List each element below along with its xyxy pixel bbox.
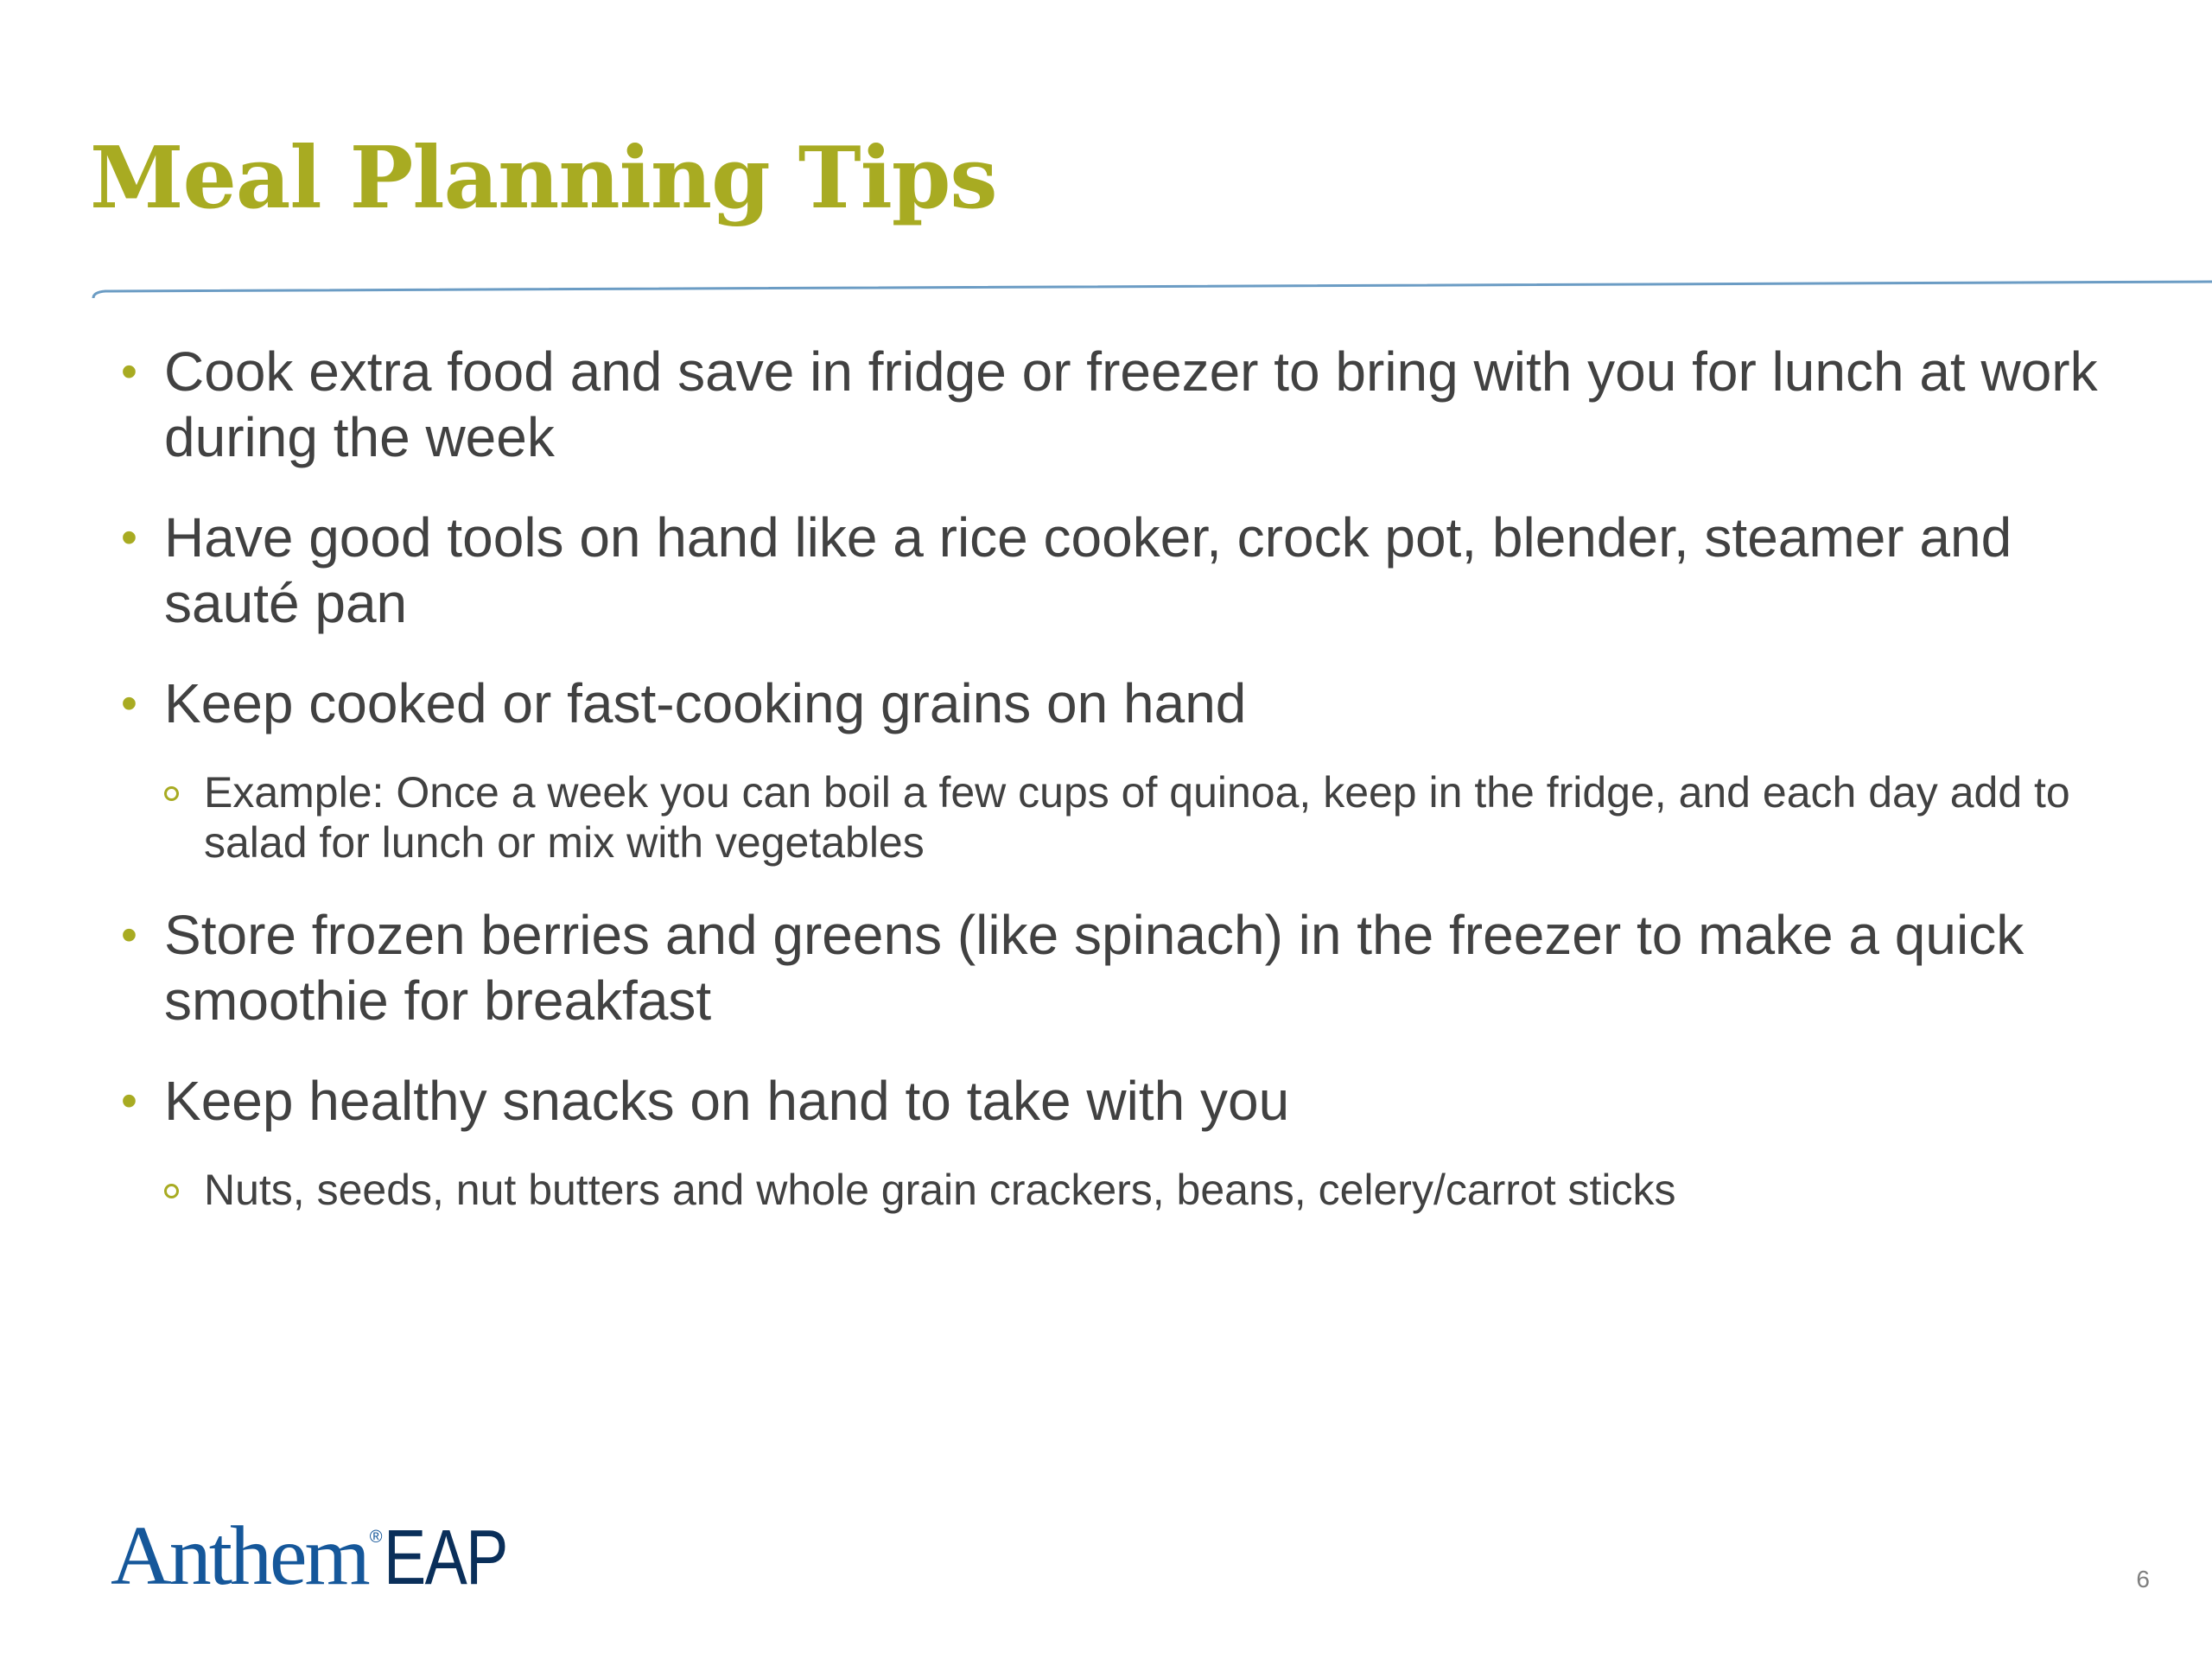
bullet-dot-icon: •: [121, 909, 137, 961]
page-number: 6: [2136, 1566, 2150, 1592]
logo-brand-text: Anthem: [111, 1510, 368, 1603]
ring-bullet-icon: [164, 1184, 179, 1198]
bullet-dot-icon: •: [121, 677, 137, 729]
bullet-list: [121, 339, 2126, 1249]
bullet-text: Keep cooked or fast-cooking grains on hand: [164, 672, 1247, 734]
sub-bullet-item: [164, 767, 2126, 868]
slide-title: Meal Planning Tips: [90, 129, 997, 228]
bullet-dot-icon: •: [121, 1075, 137, 1127]
bullet-item: [121, 1068, 2126, 1134]
sub-bullet-item: [164, 1165, 2126, 1215]
bullet-text: Have good tools on hand like a rice cooker, crock pot, blender, steamer and sauté pan: [164, 506, 2012, 634]
sub-bullet-text: Example: Once a week you can boil a few cups of quinoa, keep in the fridge, and each day add to salad for lunch or mix with vegetables: [204, 768, 2070, 867]
sub-bullet-text: Nuts, seeds, nut butters and whole grain crackers, beans, celery/carrot sticks: [204, 1166, 1676, 1214]
registered-mark: ®: [369, 1528, 383, 1547]
bullet-text: Store frozen berries and greens (like spinach) in the freezer to make a quick smoothie for breakfast: [164, 904, 2024, 1032]
bullet-item: [121, 902, 2126, 1033]
anthem-eap-logo: [111, 1510, 535, 1603]
bullet-dot-icon: •: [121, 346, 137, 397]
bullet-dot-icon: •: [121, 512, 137, 563]
logo-product-text: EAP: [384, 1515, 508, 1601]
bullet-text: Keep healthy snacks on hand to take with you: [164, 1070, 1290, 1132]
bullet-item: [121, 505, 2126, 636]
ring-bullet-icon: [164, 786, 179, 801]
bullet-item: [121, 671, 2126, 736]
bullet-text: Cook extra food and save in fridge or freezer to bring with you for lunch at work during the week: [164, 340, 2098, 468]
bullet-item: [121, 339, 2126, 470]
